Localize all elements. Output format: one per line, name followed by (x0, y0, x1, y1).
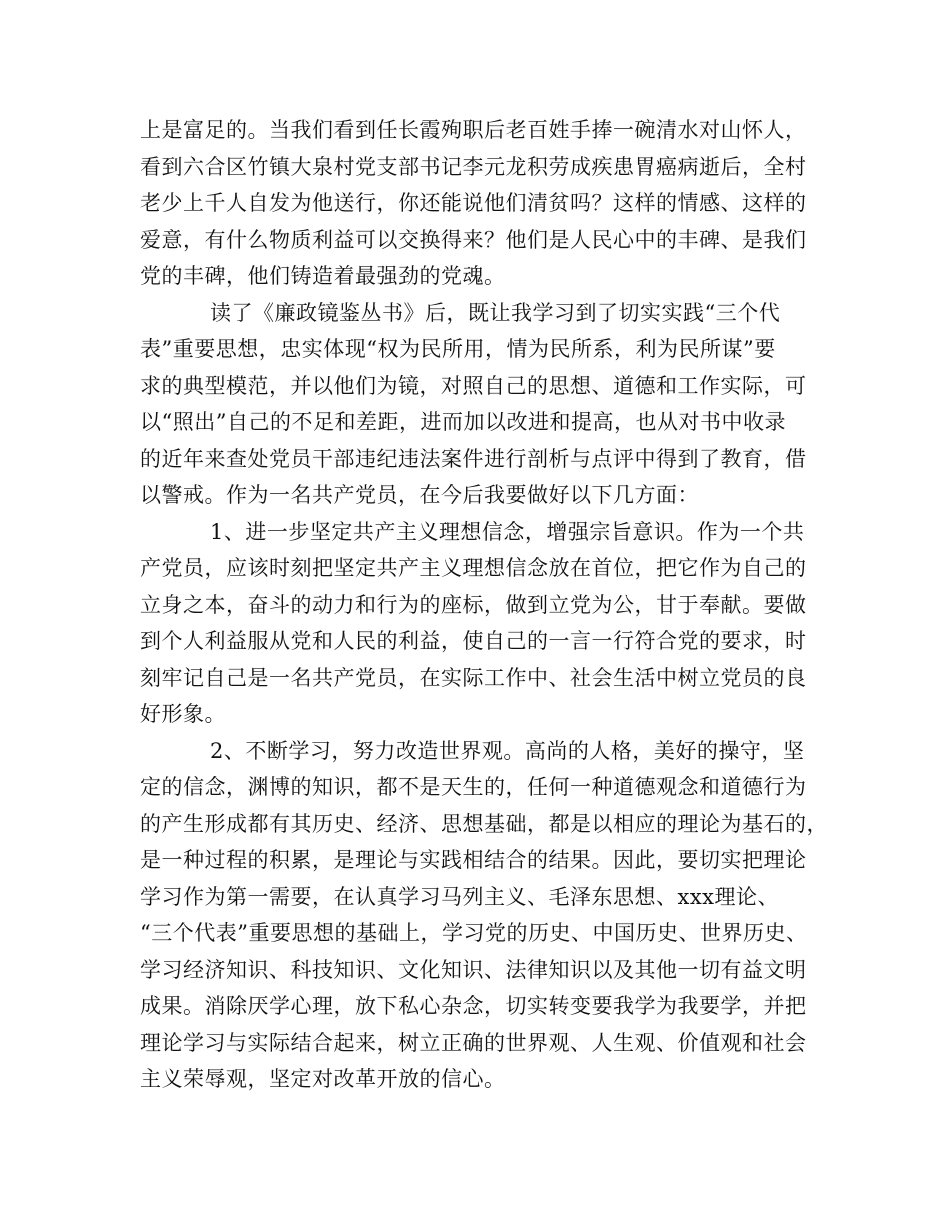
text-line: 成果。消除厌学心理，放下私心杂念，切实转变要我学为我要学，并把 (140, 994, 807, 1018)
text-line: 是一种过程的积累，是理论与实践相结合的结果。因此，要切实把理论 (140, 848, 807, 872)
paragraph-4 (140, 733, 830, 1098)
paragraph-3 (140, 514, 830, 733)
text-line: 表”重要思想，忠实体现“权为民所用，情为民所系，利为民所谋”要 (140, 337, 776, 361)
text-line: 好形象。 (140, 702, 226, 726)
text-line: 老少上千人自发为他送行，你还能说他们清贫吗？这样的情感、这样的 (140, 191, 807, 215)
text-line: 看到六合区竹镇大泉村党支部书记李元龙积劳成疾患胃癌病逝后，全村 (140, 154, 807, 179)
document-body (140, 112, 830, 1098)
text-line: 立身之本，奋斗的动力和行为的座标，做到立党为公，甘于奉献。要做 (140, 592, 807, 617)
text-line: 学习经济知识、科技知识、文化知识、法律知识以及其他一切有益文明 (140, 957, 807, 982)
text-line: 求的典型模范，并以他们为镜，对照自己的思想、道德和工作实际，可 (140, 373, 807, 398)
text-line: 学习作为第一需要，在认真学习马列主义、毛泽东思想、xxx理论、 (140, 884, 780, 909)
text-line: 爱意，有什么物质利益可以交换得来？他们是人民心中的丰碑、是我们 (140, 227, 807, 252)
text-line: “三个代表”重要思想的基础上，学习党的历史、中国历史、世界历史、 (140, 921, 808, 945)
text-line: 以警戒。作为一名共产党员，在今后我要做好以下几方面： (140, 483, 699, 507)
text-line: 到个人利益服从党和人民的利益，使自己的一言一行符合党的要求，时 (140, 629, 807, 653)
text-line: 以“照出”自己的不足和差距，进而加以改进和提高，也从对书中收录 (140, 410, 786, 434)
paragraph-2 (140, 295, 830, 514)
text-line: 1、进一步坚定共产主义理想信念，增强宗旨意识。作为一个共 (210, 519, 805, 544)
text-line: 刻牢记自己是一名共产党员，在实际工作中、社会生活中树立党员的良 (140, 665, 807, 690)
text-line: 产党员，应该时刻把坚定共产主义理想信念放在首位，把它作为自己的 (140, 556, 807, 580)
text-line: 主义荣辱观，坚定对改革开放的信心。 (140, 1067, 506, 1091)
text-line: 的近年来查处党员干部违纪违法案件进行剖析与点评中得到了教育，借 (140, 446, 807, 471)
text-line: 上是富足的。当我们看到任长霞殉职后老百姓手捧一碗清水对山怀人， (140, 118, 807, 142)
text-line: 2、不断学习，努力改造世界观。高尚的人格，美好的操守，坚 (210, 738, 805, 763)
paragraph-1 (140, 112, 830, 295)
text-line: 的产生形成都有其历史、经济、思想基础，都是以相应的理论为基石的， (140, 811, 828, 836)
text-line: 读了《廉政镜鉴丛书》后，既让我学习到了切实实践“三个代 (210, 300, 781, 325)
text-line: 定的信念，渊博的知识，都不是天生的，任何一种道德观念和道德行为 (140, 775, 807, 799)
text-line: 党的丰碑，他们铸造着最强劲的党魂。 (140, 264, 506, 288)
text-line: 理论学习与实际结合起来，树立正确的世界观、人生观、价值观和社会 (140, 1030, 807, 1055)
